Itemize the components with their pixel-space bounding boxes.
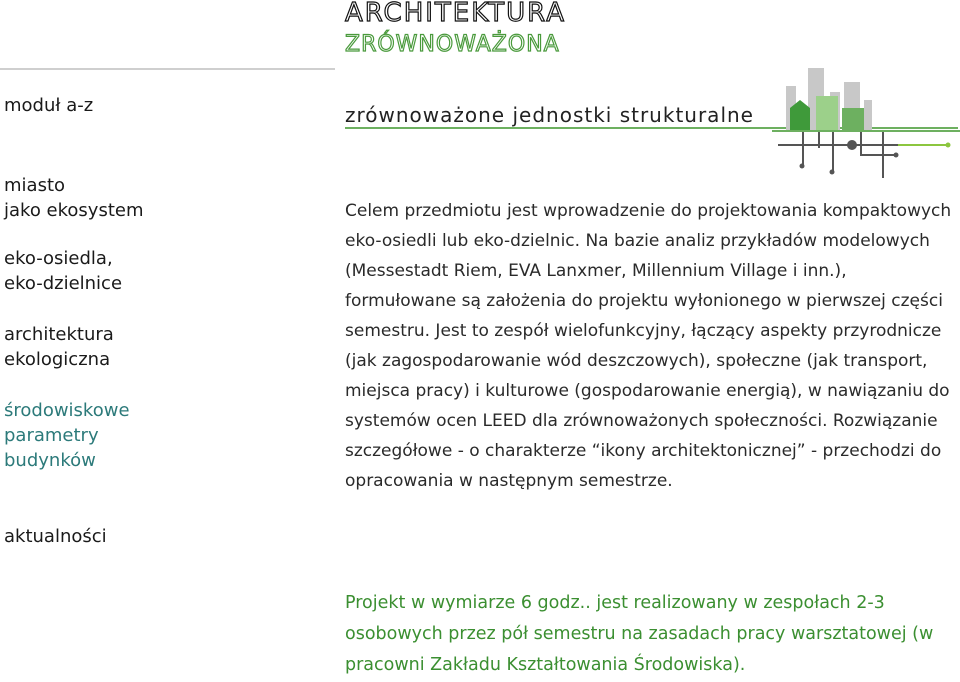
- nav-item-miasto[interactable]: miasto jako ekosystem: [4, 175, 144, 221]
- section-title: zrównoważone jednostki strukturalne: [345, 103, 754, 127]
- logo-building: [816, 96, 838, 130]
- logo-node: [830, 170, 835, 175]
- logo-line: [778, 144, 908, 146]
- logo-line: [802, 132, 804, 166]
- logo-line: [860, 132, 862, 156]
- logo-node: [946, 143, 951, 148]
- nav-item-srodowiskowe-parametry[interactable]: środowiskowe parametry budynków: [4, 400, 130, 471]
- logo-node: [847, 140, 857, 150]
- nav-item-architektura-ekologiczna[interactable]: architektura ekologiczna: [4, 324, 114, 370]
- logo-building: [864, 100, 872, 130]
- project-info-paragraph: Projekt w wymiarze 6 godz.. jest realizowany w zespołach 2-3 osobowych przez pół semestru na zasadach pracy warsztatowej (w pracowni Zakładu Kształtowania Środowiska).: [345, 593, 934, 675]
- logo-node: [894, 153, 899, 158]
- logo-line: [898, 144, 948, 146]
- logo-building: [842, 108, 864, 130]
- page-header: [345, 0, 566, 57]
- nav-item-modul-a-z[interactable]: moduł a-z: [4, 95, 94, 116]
- logo-line: [882, 132, 884, 178]
- nav-item-eko-osiedla[interactable]: eko-osiedla, eko-dzielnice: [4, 248, 123, 294]
- green-city-logo-icon: [772, 64, 960, 182]
- logo-ground: [772, 130, 960, 132]
- description-paragraph: Celem przedmiotu jest wprowadzenie do projektowania kompaktowych eko-osiedli lub eko-dzielnic. Na bazie analiz przykładów modelowych (Messestadt Riem, EVA Lanxmer, Millennium Village i inn.), formułowane są założenia do projektu wyłonionego w pierwszej części semestru. Jest to zespół wielofunkcyjny, łączący aspekty przyrodnicze (jak zagospodarowanie wód deszczowych), społeczne (jak transport, miejsca pracy) i kulturowe (gospodarowanie energią), w nawiązaniu do systemów ocen LEED dla zrównoważonych społeczności. Rozwiązanie szczegółowe - o charakterze “ikony architektonicznej” - przechodzi do opracowania w następnym semestrze.: [345, 201, 952, 491]
- logo-line: [818, 132, 820, 148]
- logo-node: [800, 164, 805, 169]
- logo-line: [860, 154, 896, 156]
- page-title: ARCHITEKTURA: [345, 0, 566, 28]
- nav-item-aktualnosci[interactable]: aktualności: [4, 526, 107, 547]
- logo-line: [832, 132, 834, 172]
- nav-divider: [0, 68, 335, 70]
- page-subtitle: ZRÓWNOWAŻONA: [345, 32, 560, 57]
